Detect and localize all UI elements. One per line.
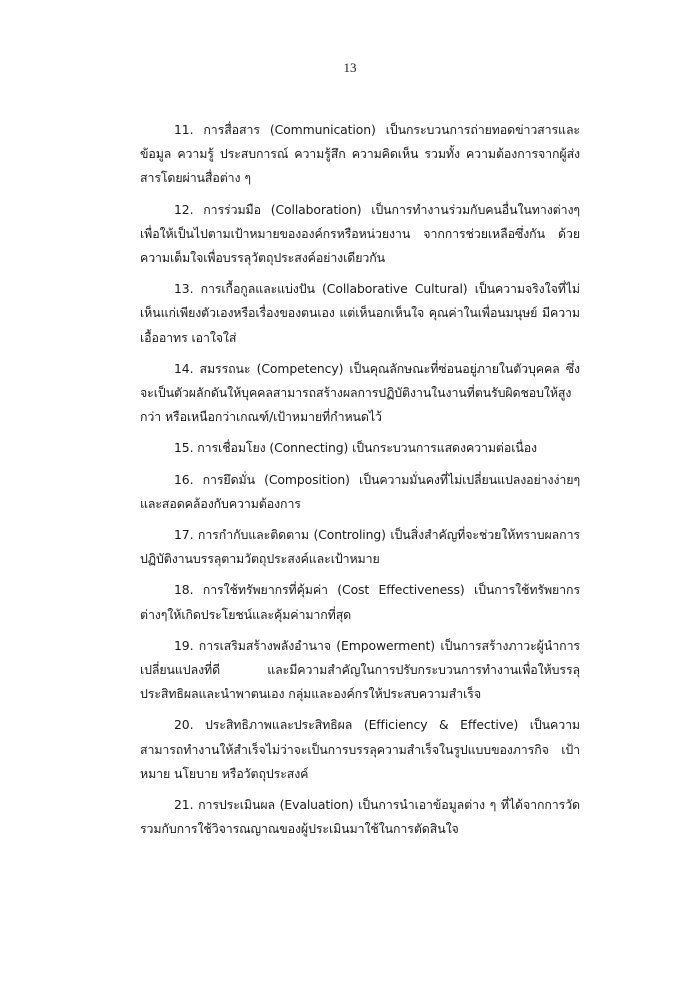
page-number: 13 xyxy=(343,60,357,75)
paragraph-20-efficiency-effective: 20. ประสิทธิภาพและประสิทธิผล (Efficiency & Effective) เป็นความสามารถทำงานให้สำเร็จไม่ว่าจะเป็นการบรรลุความสำเร็จในรูปแบบของภารกิจ เป้าหมาย นโยบาย หรือวัตถุประสงค์ xyxy=(140,717,580,781)
paragraph-15-connecting: 15. การเชื่อมโยง (Connecting) เป็นกระบวนการแสดงความต่อเนื่อง xyxy=(174,440,538,456)
paragraph-13-collaborative-cultural: 13. การเกื้อกูลและแบ่งปัน (Collaborative Cultural) เป็นความจริงใจที่ไม่เห็นแก่เพียงตัวเองหรือเรื่องของตนเอง แต่เห็นอกเห็นใจ คุณค่าในเพื่อนมนุษย์ มีความเอื้ออาทร เอาใจใส่ xyxy=(140,281,580,345)
paragraph-12-collaboration: 12. การร่วมมือ (Collaboration) เป็นการทำงานร่วมกับคนอื่นในทางต่างๆ เพื่อให้เป็นไปตามเป้าหมายขององค์กรหรือหน่วยงาน จากการช่วยเหลือซึ่งกัน ด้วยความเต็มใจเพื่อบรรลุวัตถุประสงค์อย่างเดียวกัน xyxy=(140,201,580,266)
paragraph-19-empowerment: 19. การเสริมสร้างพลังอำนาจ (Empowerment) เป็นการสร้างภาวะผู้นำการเปลี่ยนแปลงที่ดี และมีความสำคัญในการปรับกระบวนการทำงานเพื่อให้บรรลุประสิทธิผลและนำพาตนเอง กลุ่มและองค์กรให้ประสบความสำเร็จ xyxy=(140,637,580,702)
paragraph-11-communication: 11. การสื่อสาร (Communication) เป็นกระบวนการถ่ายทอดข่าวสารและข้อมูล ความรู้ ประสบการณ์ ความรู้สึก ความคิดเห็น รวมทั้ง ความต้องการจากผู้ส่งสารโดยผ่านสื่อต่าง ๆ xyxy=(140,122,580,186)
paragraph-14-competency: 14. สมรรถนะ (Competency) เป็นคุณลักษณะที่ซ่อนอยู่ภายในตัวบุคคล ซึ่งจะเป็นตัวผลักดันให้บุคคลสามารถสร้างผลการปฏิบัติงานในงานที่ตนรับผิดชอบให้สูงกว่า หรือเหนือกว่าเกณฑ์/เป้าหมายที่กำหนดไว้ xyxy=(140,360,580,425)
document-body xyxy=(140,118,580,848)
paragraph-18-cost-effectiveness: 18. การใช้ทรัพยากรที่คุ้มค่า (Cost Effectiveness) เป็นการใช้ทรัพยากรต่างๆให้เกิดประโยชน์และคุ้มค่ามากที่สุด xyxy=(140,582,580,622)
paragraph-17-controling: 17. การกำกับและติดตาม (Controling) เป็นสิ่งสำคัญที่จะช่วยให้ทราบผลการปฏิบัติงานบรรลุตามวัตถุประสงค์และเป้าหมาย xyxy=(140,527,580,567)
paragraph-16-composition: 16. การยึดมั่น (Composition) เป็นความมั่นคงที่ไม่เปลี่ยนแปลงอย่างง่ายๆ และสอดคล้องกับความต้องการ xyxy=(140,471,580,511)
paragraph-21-evaluation: 21. การประเมินผล (Evaluation) เป็นการนำเอาข้อมูลต่าง ๆ ที่ได้จากการวัดรวมกับการใช้วิจารณญาณของผู้ประเมินมาใช้ในการตัดสินใจ xyxy=(140,797,580,837)
